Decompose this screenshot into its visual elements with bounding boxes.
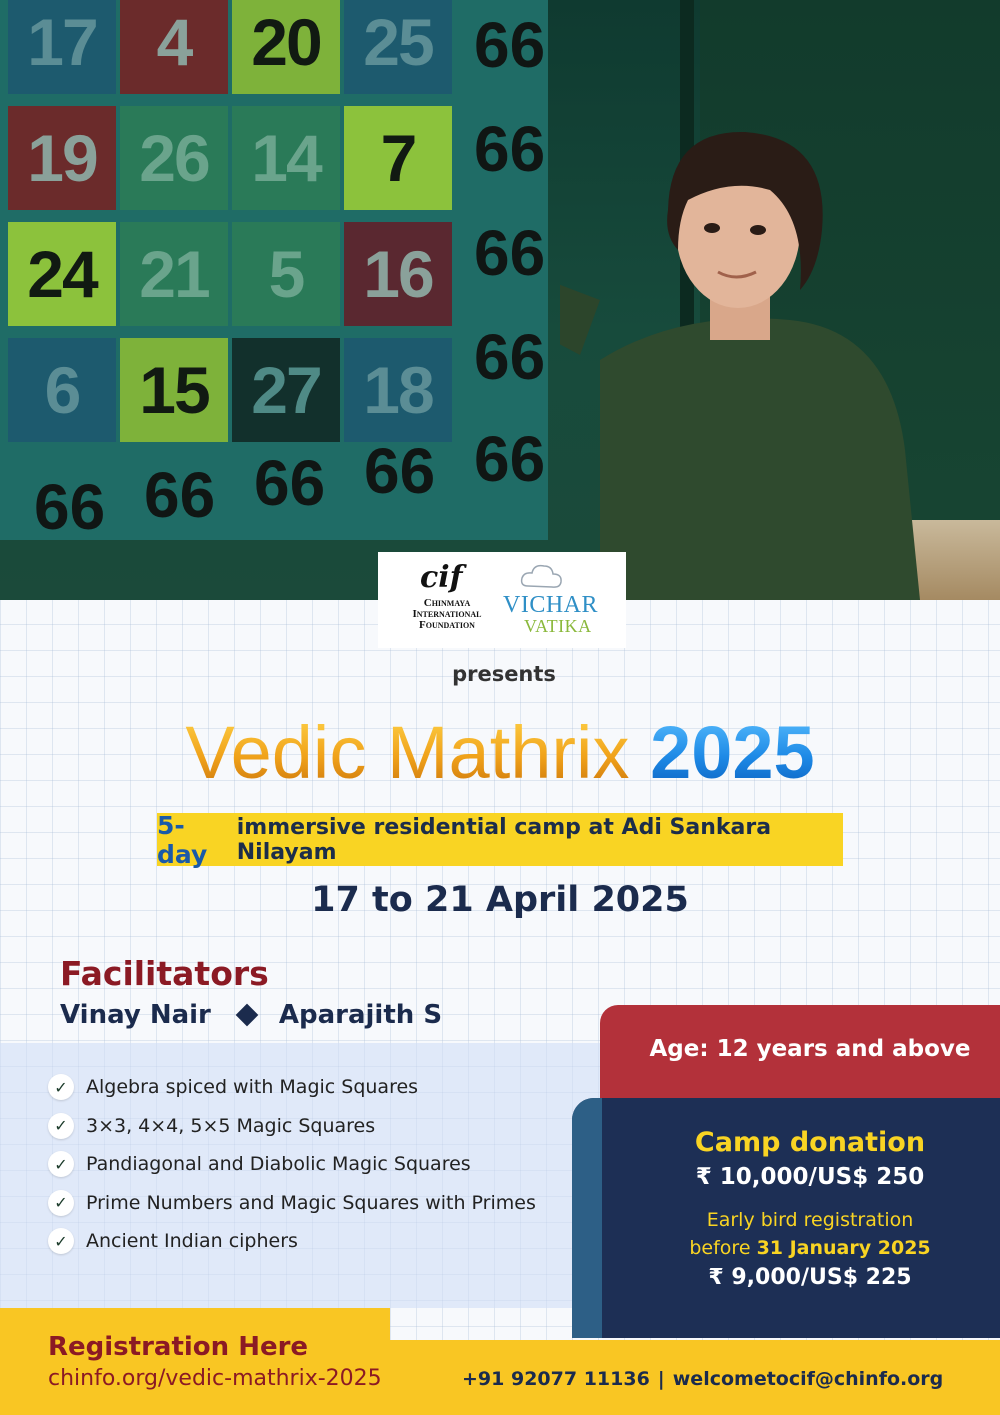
topics-list bbox=[48, 1068, 536, 1261]
vichar-logo-text: VICHAR bbox=[503, 592, 599, 618]
check-icon: ✓ bbox=[48, 1074, 74, 1100]
registration-heading: Registration Here bbox=[48, 1332, 309, 1362]
magic-square-board bbox=[0, 0, 548, 543]
deadline-date: 31 January 2025 bbox=[756, 1237, 931, 1259]
hero-photo bbox=[0, 0, 1000, 600]
grid-cell: 25 bbox=[344, 0, 452, 94]
grid-cell: 4 bbox=[120, 0, 228, 94]
topic-text: 3×3, 4×4, 5×5 Magic Squares bbox=[86, 1114, 376, 1137]
grid-cell: 15 bbox=[120, 338, 228, 442]
list-item bbox=[48, 1068, 536, 1107]
list-item bbox=[48, 1107, 536, 1146]
email-link[interactable]: welcometocif@chinfo.org bbox=[672, 1368, 944, 1390]
list-item bbox=[48, 1145, 536, 1184]
check-icon: ✓ bbox=[48, 1151, 74, 1177]
list-item bbox=[48, 1184, 536, 1223]
early-bird-amount: ₹ 9,000/US$ 225 bbox=[708, 1265, 912, 1290]
event-title bbox=[0, 708, 1000, 798]
topic-text: Prime Numbers and Magic Squares with Primes bbox=[86, 1191, 536, 1214]
title-main: Vedic Mathrix bbox=[185, 711, 630, 794]
grid-cell: 26 bbox=[120, 106, 228, 210]
donation-heading: Camp donation bbox=[694, 1127, 926, 1158]
grid-cell: 6 bbox=[8, 338, 116, 442]
banner-text: immersive residential camp at Adi Sankara Nilayam bbox=[236, 814, 772, 865]
column-sum: 66 bbox=[474, 423, 546, 495]
grid-cell: 18 bbox=[344, 338, 452, 442]
grid-cell: 24 bbox=[8, 222, 116, 326]
presents-label: presents bbox=[452, 662, 556, 686]
check-icon: ✓ bbox=[48, 1190, 74, 1216]
column-sum: 66 bbox=[34, 471, 106, 543]
title-year: 2025 bbox=[650, 711, 815, 794]
donation-amount: ₹ 10,000/US$ 250 bbox=[695, 1164, 925, 1190]
separator: | bbox=[657, 1368, 665, 1390]
registration-link[interactable]: chinfo.org/vedic-mathrix-2025 bbox=[48, 1366, 382, 1391]
row-sum: 66 bbox=[474, 217, 546, 289]
column-sum: 66 bbox=[254, 447, 326, 519]
topic-text: Pandiagonal and Diabolic Magic Squares bbox=[86, 1153, 471, 1176]
vatika-logo-text: VATIKA bbox=[524, 616, 592, 636]
cif-name: Chinmaya International Foundation bbox=[412, 597, 482, 631]
phone-link[interactable]: +91 92077 11136 bbox=[462, 1368, 650, 1390]
list-item bbox=[48, 1222, 536, 1261]
row-sum: 66 bbox=[474, 113, 546, 185]
check-icon: ✓ bbox=[48, 1228, 74, 1254]
facilitator-name: Aparajith S bbox=[278, 1000, 443, 1030]
banner-duration: 5-day bbox=[157, 810, 208, 869]
donation-accent bbox=[572, 1098, 602, 1338]
column-sum: 66 bbox=[144, 459, 216, 531]
grid-cell: 5 bbox=[232, 222, 340, 326]
event-dates: 17 to 21 April 2025 bbox=[311, 880, 689, 920]
age-requirement: Age: 12 years and above bbox=[649, 1036, 971, 1062]
facilitators-heading: Facilitators bbox=[60, 954, 269, 993]
topic-text: Ancient Indian ciphers bbox=[86, 1230, 298, 1253]
grid-cell: 14 bbox=[232, 106, 340, 210]
early-bird-label: Early bird registration bbox=[706, 1209, 914, 1231]
cloud-icon bbox=[520, 562, 564, 592]
diamond-icon bbox=[236, 1004, 259, 1027]
check-icon: ✓ bbox=[48, 1113, 74, 1139]
row-sum: 66 bbox=[474, 9, 546, 81]
grid-cell: 21 bbox=[120, 222, 228, 326]
facilitator-name: Vinay Nair bbox=[60, 1000, 211, 1030]
grid-cell: 7 bbox=[344, 106, 452, 210]
deadline-prefix: before bbox=[689, 1237, 751, 1259]
column-sum: 66 bbox=[364, 435, 436, 507]
facilitator-names bbox=[60, 1000, 442, 1030]
grid-cell: 17 bbox=[8, 0, 116, 94]
contact-info bbox=[462, 1368, 943, 1390]
early-bird-deadline bbox=[620, 1237, 1000, 1259]
cif-logo: cif bbox=[420, 560, 463, 595]
grid-cell: 16 bbox=[344, 222, 452, 326]
row-sum: 66 bbox=[474, 321, 546, 393]
student-illustration bbox=[560, 120, 920, 600]
grid-cell: 27 bbox=[232, 338, 340, 442]
camp-banner bbox=[157, 810, 843, 869]
grid-cell: 19 bbox=[8, 106, 116, 210]
topic-text: Algebra spiced with Magic Squares bbox=[86, 1076, 419, 1099]
grid-cell: 20 bbox=[232, 0, 340, 94]
